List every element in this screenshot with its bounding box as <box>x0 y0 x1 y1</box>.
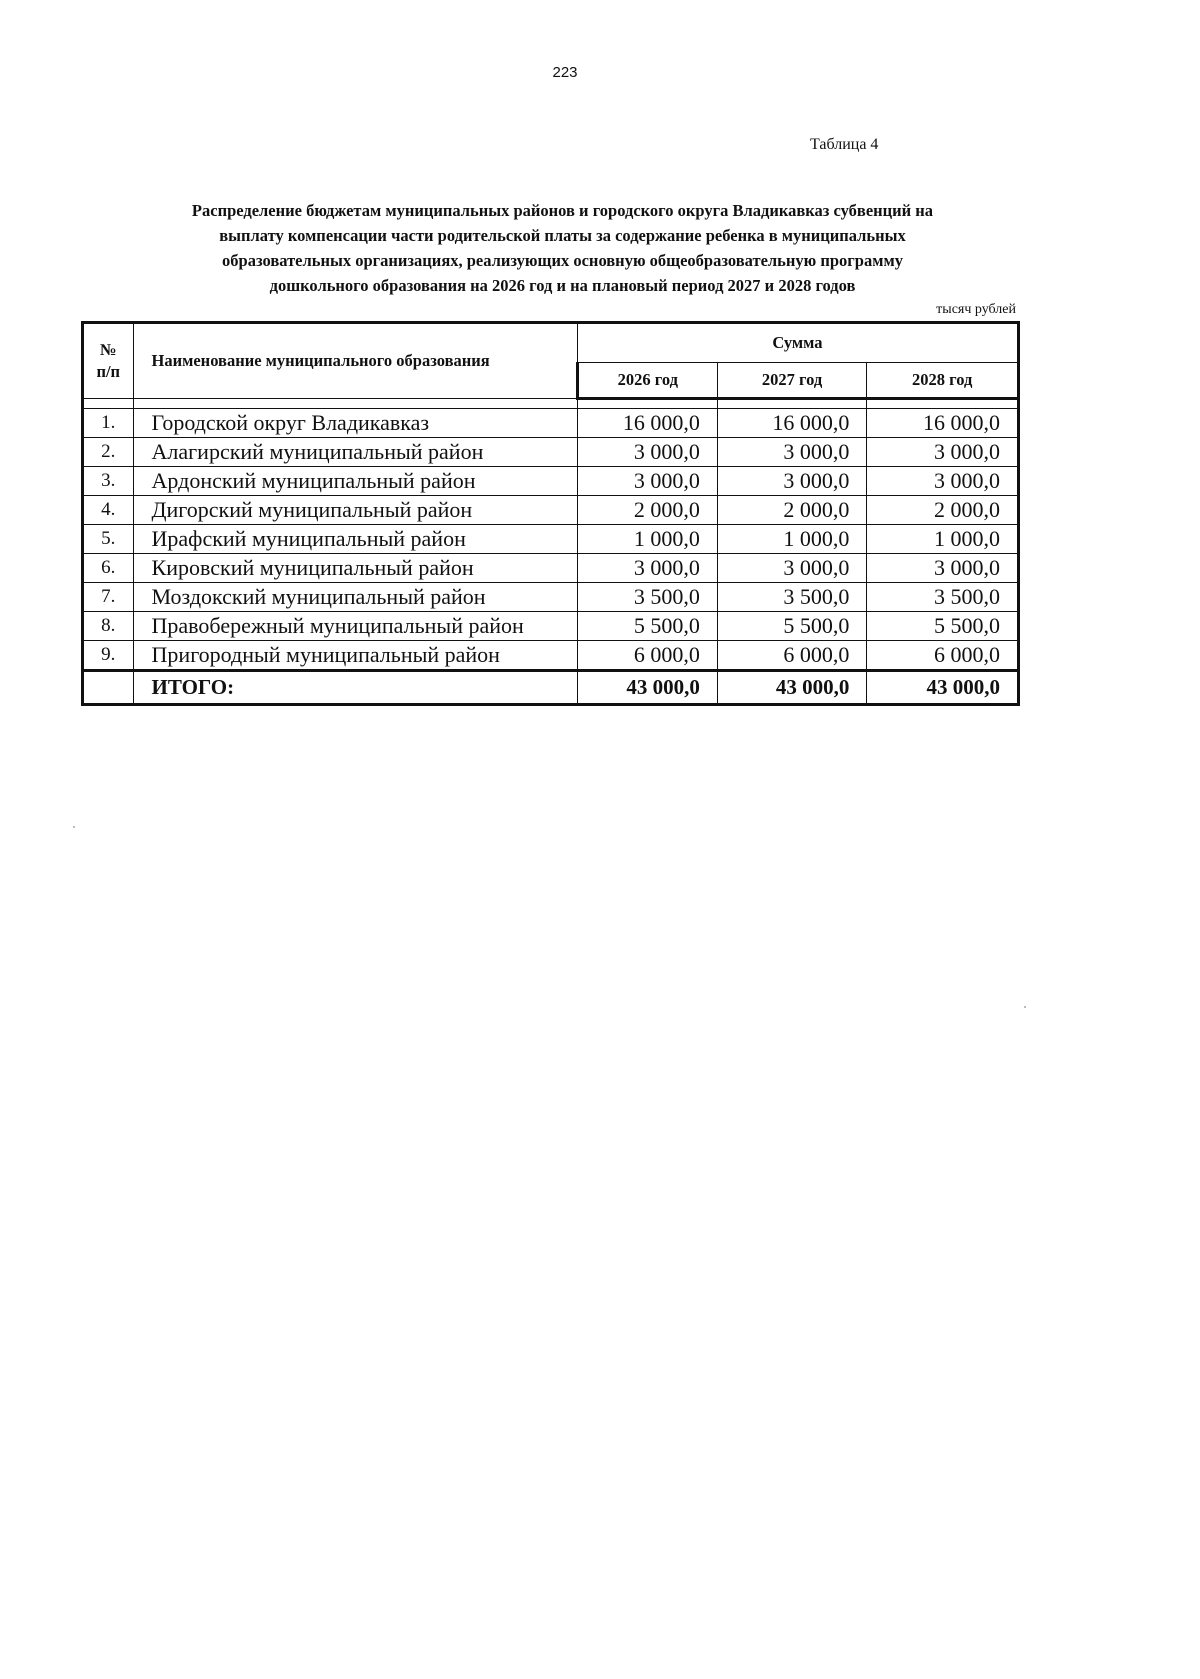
table-row <box>83 612 1019 641</box>
row-value-2026: 6 000,0 <box>577 641 717 671</box>
table-row <box>83 583 1019 612</box>
row-value-2027: 1 000,0 <box>717 525 867 554</box>
row-value-2027: 3 000,0 <box>717 438 867 467</box>
table-row <box>83 496 1019 525</box>
row-number: 2. <box>83 438 134 467</box>
header-year-2028: 2028 год <box>867 363 1019 399</box>
spacer-cell <box>83 399 134 409</box>
row-value-2027: 3 000,0 <box>717 554 867 583</box>
spacer-cell <box>133 399 577 409</box>
row-value-2026: 3 000,0 <box>577 554 717 583</box>
row-name: Правобережный муниципальный район <box>133 612 577 641</box>
row-value-2027: 5 500,0 <box>717 612 867 641</box>
table-row <box>83 554 1019 583</box>
row-number: 3. <box>83 467 134 496</box>
row-value-2027: 3 500,0 <box>717 583 867 612</box>
row-name: Алагирский муниципальный район <box>133 438 577 467</box>
spacer-row <box>83 399 1019 409</box>
row-number: 1. <box>83 409 134 438</box>
document-title <box>95 198 1030 298</box>
row-value-2026: 2 000,0 <box>577 496 717 525</box>
row-value-2026: 3 000,0 <box>577 438 717 467</box>
table-body <box>83 399 1019 705</box>
units-label: тысяч рублей <box>936 302 1016 317</box>
header-year-2026: 2026 год <box>577 363 717 399</box>
spacer-cell <box>717 399 867 409</box>
row-name: Дигорский муниципальный район <box>133 496 577 525</box>
row-value-2028: 2 000,0 <box>867 496 1019 525</box>
table-row <box>83 525 1019 554</box>
row-value-2027: 3 000,0 <box>717 467 867 496</box>
row-value-2026: 3 500,0 <box>577 583 717 612</box>
row-value-2028: 5 500,0 <box>867 612 1019 641</box>
row-value-2028: 6 000,0 <box>867 641 1019 671</box>
spacer-cell <box>867 399 1019 409</box>
row-value-2027: 16 000,0 <box>717 409 867 438</box>
title-line: Распределение бюджетам муниципальных районов и городского округа Владикавказ субвенций на <box>191 201 934 220</box>
budget-table <box>81 321 1020 706</box>
row-value-2027: 6 000,0 <box>717 641 867 671</box>
row-name: Пригородный муниципальный район <box>133 641 577 671</box>
scan-speck <box>1024 1006 1026 1008</box>
header-number <box>83 323 134 399</box>
row-value-2026: 1 000,0 <box>577 525 717 554</box>
header-number-sign: № <box>99 340 117 359</box>
row-number: 6. <box>83 554 134 583</box>
total-value-2027: 43 000,0 <box>717 671 867 705</box>
total-number-cell <box>83 671 134 705</box>
title-line: выплату компенсации части родительской платы за содержание ребенка в муниципальных <box>219 226 906 245</box>
table-row <box>83 467 1019 496</box>
row-value-2028: 3 000,0 <box>867 554 1019 583</box>
row-name: Городской округ Владикавказ <box>133 409 577 438</box>
page-number: 223 <box>552 64 578 81</box>
total-value-2026: 43 000,0 <box>577 671 717 705</box>
header-row <box>83 323 1019 363</box>
row-value-2028: 1 000,0 <box>867 525 1019 554</box>
row-name: Ирафский муниципальный район <box>133 525 577 554</box>
table-label: Таблица 4 <box>810 136 879 153</box>
row-value-2026: 16 000,0 <box>577 409 717 438</box>
title-line: образовательных организациях, реализующих основную общеобразовательную программу <box>222 251 903 270</box>
row-name: Моздокский муниципальный район <box>133 583 577 612</box>
header-sum: Сумма <box>577 323 1018 363</box>
row-number: 7. <box>83 583 134 612</box>
total-label: ИТОГО: <box>133 671 577 705</box>
title-line: дошкольного образования на 2026 год и на плановый период 2027 и 2028 годов <box>269 276 856 295</box>
row-value-2028: 16 000,0 <box>867 409 1019 438</box>
row-value-2027: 2 000,0 <box>717 496 867 525</box>
row-value-2026: 5 500,0 <box>577 612 717 641</box>
header-year-2027: 2027 год <box>717 363 867 399</box>
row-number: 9. <box>83 641 134 671</box>
table-row <box>83 438 1019 467</box>
table-row <box>83 409 1019 438</box>
row-number: 8. <box>83 612 134 641</box>
row-number: 4. <box>83 496 134 525</box>
row-value-2028: 3 000,0 <box>867 467 1019 496</box>
scan-speck <box>73 826 75 828</box>
row-name: Ардонский муниципальный район <box>133 467 577 496</box>
row-value-2026: 3 000,0 <box>577 467 717 496</box>
row-number: 5. <box>83 525 134 554</box>
spacer-cell <box>577 399 717 409</box>
row-value-2028: 3 000,0 <box>867 438 1019 467</box>
row-name: Кировский муниципальный район <box>133 554 577 583</box>
header-name: Наименование муниципального образования <box>133 323 577 399</box>
header-number-abbr: п/п <box>96 362 121 381</box>
table-row <box>83 641 1019 671</box>
total-value-2028: 43 000,0 <box>867 671 1019 705</box>
total-row <box>83 671 1019 705</box>
row-value-2028: 3 500,0 <box>867 583 1019 612</box>
